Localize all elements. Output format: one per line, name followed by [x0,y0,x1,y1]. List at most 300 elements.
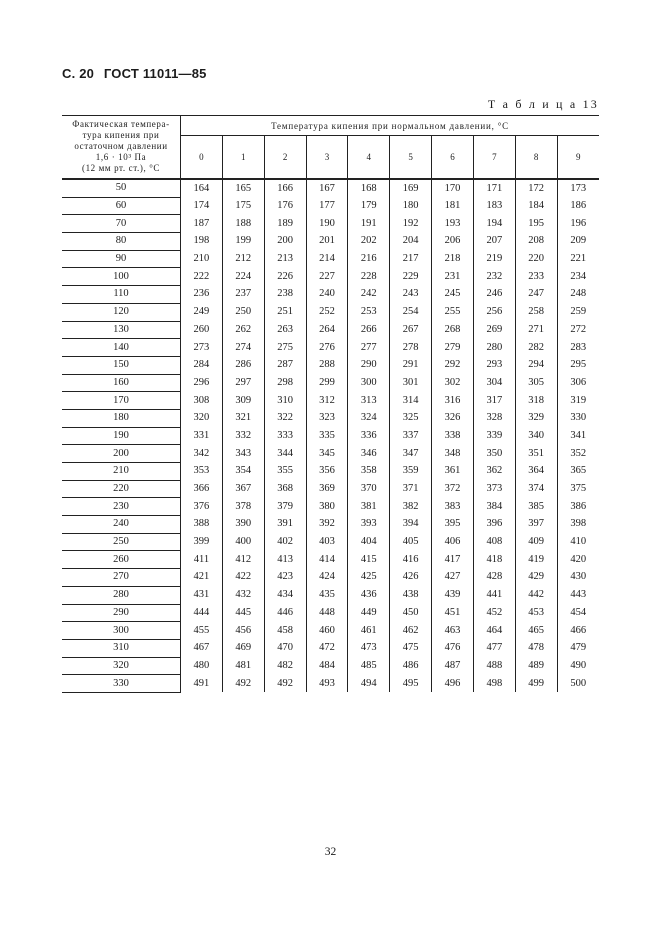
table-cell: 297 [222,374,264,392]
table-cell: 209 [557,233,599,251]
table-cell: 385 [515,498,557,516]
table-row [62,498,599,516]
table-cell: 365 [557,463,599,481]
table-cell: 199 [222,233,264,251]
table-row [62,409,599,427]
table-cell: 439 [432,586,474,604]
table-cell: 332 [222,427,264,445]
table-cell: 175 [222,197,264,215]
table-cell: 420 [557,551,599,569]
table-cell: 183 [473,197,515,215]
table-cell: 267 [390,321,432,339]
table-row [62,233,599,251]
table-cell: 408 [473,533,515,551]
boiling-temperature-table [62,115,599,693]
table-cell: 460 [306,622,348,640]
table-cell: 369 [306,480,348,498]
digit-header: 3 [306,136,348,180]
table-cell: 219 [473,250,515,268]
table-cell: 374 [515,480,557,498]
table-cell: 498 [473,675,515,693]
table-cell: 464 [473,622,515,640]
table-cell: 232 [473,268,515,286]
table-row [62,480,599,498]
row-label: 210 [62,463,181,481]
stub-header [62,116,181,180]
table-cell: 462 [390,622,432,640]
table-cell: 417 [432,551,474,569]
table-cell: 304 [473,374,515,392]
table-cell: 269 [473,321,515,339]
row-label: 290 [62,604,181,622]
table-cell: 288 [306,356,348,374]
table-cell: 337 [390,427,432,445]
table-cell: 217 [390,250,432,268]
table-cell: 491 [193,677,210,689]
stub-header-line: Фактическая темпера- [72,119,170,129]
table-cell: 383 [432,498,474,516]
table-cell: 429 [515,569,557,587]
table-row [62,356,599,374]
table-cell: 229 [390,268,432,286]
row-label: 160 [62,374,181,392]
table-cell: 326 [432,409,474,427]
table-cell: 367 [222,480,264,498]
row-label: 330 [62,675,181,693]
table-cell: 430 [557,569,599,587]
table-cell: 324 [348,409,390,427]
table-cell: 286 [222,356,264,374]
table-cell: 392 [306,516,348,534]
table-cell: 263 [264,321,306,339]
table-cell: 493 [306,675,348,693]
table-row [62,445,599,463]
table-cell: 246 [473,286,515,304]
table-cell: 302 [432,374,474,392]
table-cell: 293 [473,356,515,374]
table-cell: 403 [306,533,348,551]
table-cell: 490 [557,657,599,675]
table-cell: 174 [193,200,210,212]
table-cell: 173 [557,179,599,197]
table-cell: 187 [193,217,210,229]
table-cell: 313 [348,392,390,410]
table-cell: 384 [473,498,515,516]
table-cell: 445 [222,604,264,622]
table-cell: 428 [473,569,515,587]
table-cell: 450 [390,604,432,622]
table-cell: 488 [473,657,515,675]
table-cell: 283 [557,339,599,357]
table-cell: 231 [432,268,474,286]
table-cell: 316 [432,392,474,410]
table-cell: 207 [473,233,515,251]
table-cell: 406 [432,533,474,551]
table-cell: 404 [348,533,390,551]
table-cell: 388 [193,518,210,530]
table-cell: 444 [193,606,210,618]
table-cell: 236 [193,288,210,300]
table-cell: 333 [264,427,306,445]
table-cell: 314 [390,392,432,410]
table-cell: 396 [473,516,515,534]
table-cell: 422 [222,569,264,587]
digit-header: 2 [264,136,306,180]
table-cell: 338 [432,427,474,445]
table-cell: 413 [264,551,306,569]
table-cell: 414 [306,551,348,569]
table-cell: 224 [222,268,264,286]
table-cell: 177 [306,197,348,215]
table-cell: 280 [473,339,515,357]
table-cell: 284 [193,359,210,371]
table-cell: 476 [432,639,474,657]
table-cell: 262 [222,321,264,339]
row-label: 220 [62,480,181,498]
table-cell: 419 [515,551,557,569]
table-cell: 306 [557,374,599,392]
row-label: 130 [62,321,181,339]
table-cell: 364 [515,463,557,481]
table-cell: 247 [515,286,557,304]
table-cell: 421 [193,571,210,583]
table-cell: 446 [264,604,306,622]
table-cell: 220 [515,250,557,268]
table-cell: 259 [557,303,599,321]
table-cell: 233 [515,268,557,286]
stub-header-line: (12 мм рт. ст.), °С [81,163,161,173]
table-cell: 294 [515,356,557,374]
table-cell: 350 [473,445,515,463]
table-cell: 449 [348,604,390,622]
page-label: С. 20 [62,66,95,81]
table-cell: 418 [473,551,515,569]
table-cell: 492 [222,675,264,693]
table-cell: 480 [193,659,210,671]
table-cell: 386 [557,498,599,516]
table-cell: 361 [432,463,474,481]
table-cell: 473 [348,639,390,657]
table-cell: 253 [348,303,390,321]
digit-header: 7 [473,136,515,180]
table-row [62,321,599,339]
table-cell: 275 [264,339,306,357]
table-cell: 250 [222,303,264,321]
table-cell: 210 [193,253,210,265]
stub-header-line: 1,6 · 10³ Па [95,152,147,162]
table-cell: 454 [557,604,599,622]
table-cell: 179 [348,197,390,215]
table-cell: 318 [515,392,557,410]
table-cell: 353 [193,465,210,477]
table-cell: 409 [515,533,557,551]
table-cell: 390 [222,516,264,534]
table-cell: 336 [348,427,390,445]
table-cell: 347 [390,445,432,463]
table-row [62,516,599,534]
table-cell: 499 [515,675,557,693]
table-cell: 319 [557,392,599,410]
table-cell: 192 [390,215,432,233]
table-cell: 423 [264,569,306,587]
table-cell: 435 [306,586,348,604]
table-cell: 442 [515,586,557,604]
table-cell: 424 [306,569,348,587]
table-cell: 345 [306,445,348,463]
table-cell: 380 [306,498,348,516]
table-row [62,250,599,268]
table-cell: 372 [432,480,474,498]
table-cell: 341 [557,427,599,445]
table-cell: 186 [557,197,599,215]
row-label: 50 [62,179,181,197]
table-cell: 252 [306,303,348,321]
table-cell: 453 [515,604,557,622]
table-cell: 320 [193,412,210,424]
table-cell: 485 [348,657,390,675]
stub-header-line: тура кипения при [82,130,160,140]
table-cell: 356 [306,463,348,481]
table-cell: 443 [557,586,599,604]
table-cell: 243 [390,286,432,304]
row-label: 250 [62,533,181,551]
page-number: 32 [324,846,337,858]
table-cell: 410 [557,533,599,551]
table-cell: 271 [515,321,557,339]
table-cell: 371 [390,480,432,498]
table-cell: 395 [432,516,474,534]
table-cell: 400 [222,533,264,551]
table-cell: 455 [193,624,210,636]
table-cell: 291 [390,356,432,374]
row-label: 110 [62,286,181,304]
table-row [62,622,599,640]
table-cell: 180 [390,197,432,215]
table-cell: 176 [264,197,306,215]
table-cell: 194 [473,215,515,233]
row-label: 120 [62,303,181,321]
table-cell: 368 [264,480,306,498]
row-label: 70 [62,215,181,233]
table-caption: Т а б л и ц а 13 [487,97,599,111]
row-label: 170 [62,392,181,410]
table-row [62,427,599,445]
table-cell: 214 [306,250,348,268]
table-cell: 394 [390,516,432,534]
table-cell: 234 [557,268,599,286]
row-label: 140 [62,339,181,357]
row-label: 150 [62,356,181,374]
table-cell: 312 [306,392,348,410]
table-cell: 436 [348,586,390,604]
table-cell: 402 [264,533,306,551]
table-cell: 496 [432,675,474,693]
table-cell: 487 [432,657,474,675]
table-cell: 458 [264,622,306,640]
row-label: 300 [62,622,181,640]
table-cell: 322 [264,409,306,427]
table-row [62,569,599,587]
table-cell: 379 [264,498,306,516]
digit-header: 6 [432,136,474,180]
table-cell: 495 [390,675,432,693]
table-row [62,675,599,693]
table-cell: 264 [306,321,348,339]
table-cell: 204 [390,233,432,251]
table-row [62,604,599,622]
table-cell: 391 [264,516,306,534]
table-cell: 346 [348,445,390,463]
table-cell: 470 [264,639,306,657]
table-cell: 238 [264,286,306,304]
table-row [62,639,599,657]
table-cell: 282 [515,339,557,357]
table-cell: 296 [193,376,210,388]
table-cell: 213 [264,250,306,268]
table-cell: 169 [390,179,432,197]
table-cell: 451 [432,604,474,622]
table-cell: 309 [222,392,264,410]
table-cell: 292 [432,356,474,374]
table-cell: 378 [222,498,264,516]
table-row [62,533,599,551]
table-cell: 206 [432,233,474,251]
table-cell: 469 [222,639,264,657]
table-cell: 256 [473,303,515,321]
table-cell: 287 [264,356,306,374]
table-row [62,286,599,304]
table-cell: 478 [515,639,557,657]
table-cell: 242 [348,286,390,304]
row-label: 280 [62,586,181,604]
table-cell: 181 [432,197,474,215]
table-row [62,586,599,604]
table-cell: 456 [222,622,264,640]
table-cell: 359 [390,463,432,481]
table-cell: 500 [557,675,599,693]
table-cell: 298 [264,374,306,392]
table-cell: 330 [557,409,599,427]
table-cell: 366 [193,483,210,495]
row-label: 190 [62,427,181,445]
table-cell: 295 [557,356,599,374]
table-cell: 343 [222,445,264,463]
table-cell: 193 [432,215,474,233]
table-cell: 290 [348,356,390,374]
table-cell: 411 [193,553,210,565]
table-cell: 373 [473,480,515,498]
table-cell: 222 [193,270,210,282]
table-cell: 494 [348,675,390,693]
table-cell: 461 [348,622,390,640]
table-cell: 427 [432,569,474,587]
digit-header: 8 [515,136,557,180]
table-cell: 381 [348,498,390,516]
table-cell: 426 [390,569,432,587]
table-cell: 486 [390,657,432,675]
page-header [62,66,213,81]
table-cell: 251 [264,303,306,321]
table-cell: 237 [222,286,264,304]
table-cell: 258 [515,303,557,321]
table-cell: 321 [222,409,264,427]
table-cell: 216 [348,250,390,268]
table-cell: 240 [306,286,348,304]
table-row [62,197,599,215]
table-cell: 358 [348,463,390,481]
table-cell: 397 [515,516,557,534]
stub-header-line: остаточном давлении [74,141,168,151]
table-cell: 340 [515,427,557,445]
table-cell: 273 [193,341,210,353]
row-label: 100 [62,268,181,286]
table-cell: 165 [222,179,264,197]
table-cell: 226 [264,268,306,286]
table-cell: 463 [432,622,474,640]
table-cell: 344 [264,445,306,463]
table-cell: 328 [473,409,515,427]
table-cell: 249 [193,306,210,318]
row-label: 200 [62,445,181,463]
table-cell: 202 [348,233,390,251]
standard-number: ГОСТ 11011—85 [103,66,207,81]
table-cell: 448 [306,604,348,622]
table-cell: 208 [515,233,557,251]
table-cell: 299 [306,374,348,392]
table-cell: 431 [193,589,210,601]
table-cell: 475 [390,639,432,657]
table-cell: 189 [264,215,306,233]
row-label: 260 [62,551,181,569]
table-cell: 255 [432,303,474,321]
table-row [62,339,599,357]
row-label: 270 [62,569,181,587]
table-cell: 351 [515,445,557,463]
row-label: 80 [62,233,181,251]
table-cell: 166 [264,179,306,197]
table-cell: 354 [222,463,264,481]
row-label: 60 [62,197,181,215]
table-cell: 484 [306,657,348,675]
table-cell: 465 [515,622,557,640]
table-cell: 268 [432,321,474,339]
table-cell: 477 [473,639,515,657]
row-label: 230 [62,498,181,516]
table-cell: 415 [348,551,390,569]
table-row [62,215,599,233]
table-cell: 425 [348,569,390,587]
table-cell: 168 [348,179,390,197]
table-cell: 228 [348,268,390,286]
table-cell: 254 [390,303,432,321]
table-cell: 279 [432,339,474,357]
table-cell: 260 [193,323,210,335]
row-label: 240 [62,516,181,534]
table-cell: 412 [222,551,264,569]
table-row [62,268,599,286]
table-cell: 405 [390,533,432,551]
digit-header: 5 [390,136,432,180]
table-cell: 329 [515,409,557,427]
table-cell: 276 [306,339,348,357]
table-cell: 164 [193,182,210,194]
row-label: 180 [62,409,181,427]
table-cell: 170 [432,179,474,197]
digit-header: 4 [348,136,390,180]
table-row [62,657,599,675]
table-cell: 274 [222,339,264,357]
table-cell: 438 [390,586,432,604]
